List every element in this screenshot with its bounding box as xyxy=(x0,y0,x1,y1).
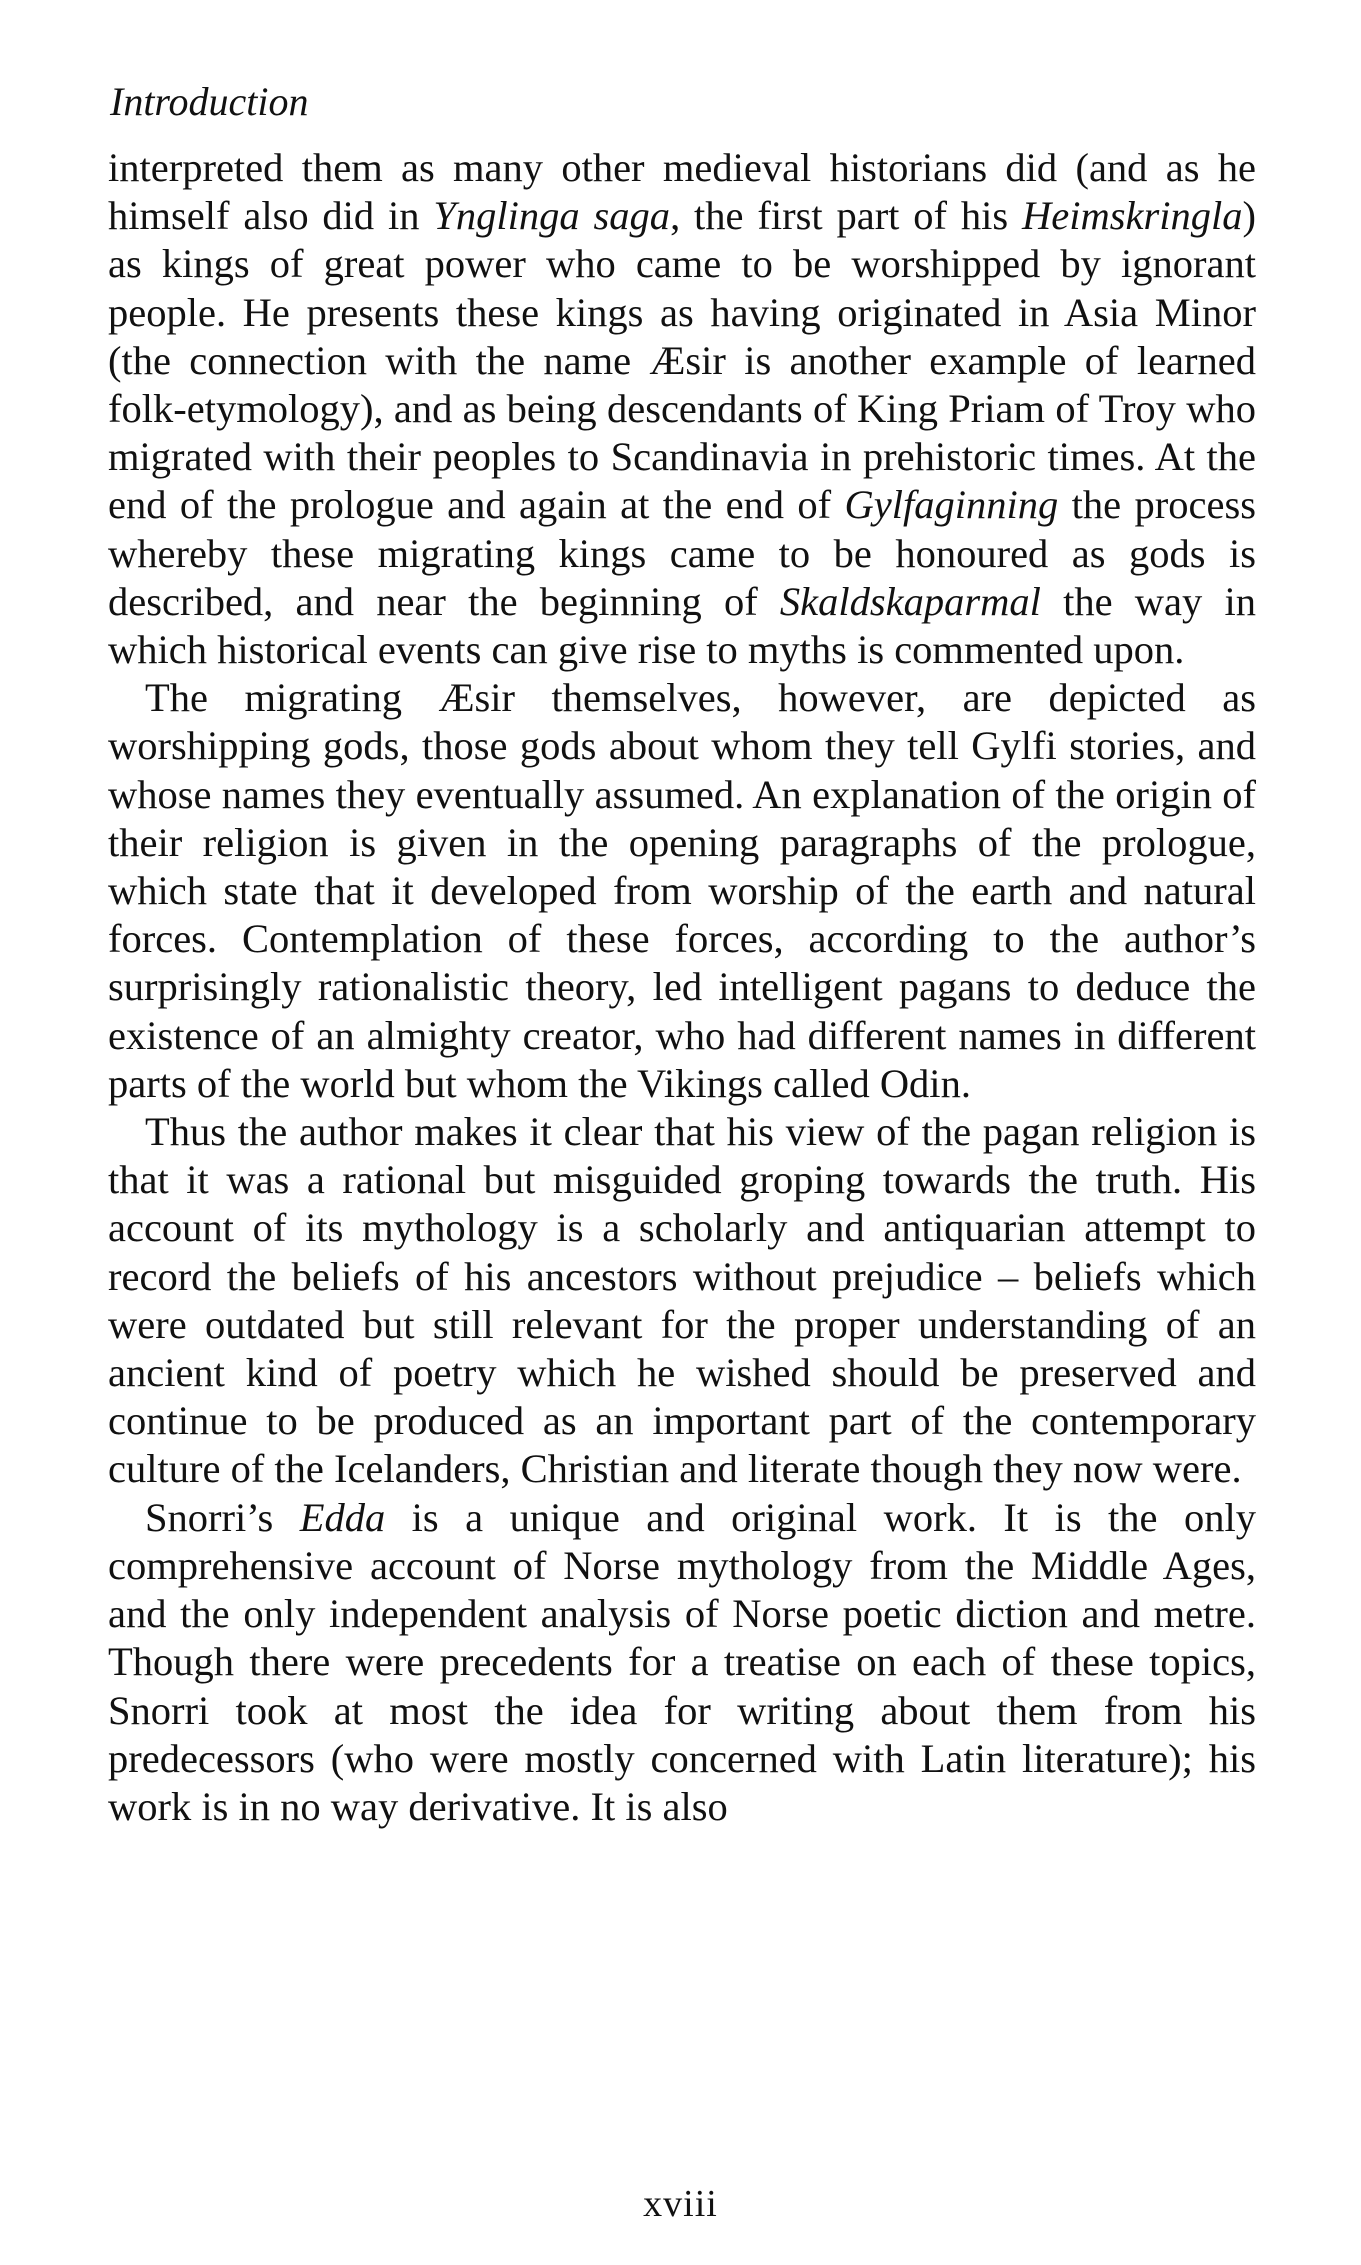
page-number: xviii xyxy=(643,2183,718,2225)
book-page xyxy=(108,78,1256,1831)
italic-title-text: Gylfaginning xyxy=(844,482,1059,528)
paragraph-text: interpreted them as many other medieval historians did (and as he himself also did in xyxy=(108,145,1256,239)
paragraph-text: , the first part of his xyxy=(670,193,1023,239)
body-text xyxy=(108,144,1256,1831)
italic-title-text: Heimskringla xyxy=(1022,193,1243,239)
running-head: Introduction xyxy=(110,79,309,124)
paragraph-text: the process whereby these migrating kings came to be honoured as gods is described, and near the beginning of xyxy=(108,482,1256,624)
paragraph xyxy=(108,674,1256,1108)
paragraph xyxy=(108,1494,1256,1831)
paragraph-text: The migrating Æsir themselves, however, are depicted as worshipping gods, those gods about whom they tell Gylfi stories, and whose names they eventually assumed. An explanation of the origin of their religion is given in the opening paragraphs of the prologue, which state that it developed from worship of the earth and natural forces. Contemplation of these forces, according to the author’s surprisingly rationalistic theory, led intelligent pagans to deduce the existence of an almighty creator, who had different names in different parts of the world but whom the Vikings called Odin. xyxy=(108,675,1256,1106)
paragraph-text: is a unique and original work. It is the only comprehensive account of Norse mythology from the Middle Ages, and the only independent analysis of Norse poetic diction and metre. Though there were precedents for a treatise on each of these topics, Snorri took at most the idea for writing about them from his predecessors (who were mostly concerned with Latin literature); his work is in no way derivative. It is also xyxy=(108,1494,1256,1829)
paragraph xyxy=(108,144,1256,674)
italic-title-text: Edda xyxy=(299,1494,386,1540)
paragraph-text: Thus the author makes it clear that his view of the pagan religion is that it was a rational but misguided groping towards the truth. His account of its mythology is a scholarly and antiquarian attempt to record the beliefs of his ancestors without prejudice – beliefs which were outdated but still relevant for the proper understanding of an ancient kind of poetry which he wished should be preserved and continue to be produced as an important part of the contemporary culture of the Icelanders, Christian and literate though they now were. xyxy=(108,1109,1256,1492)
paragraph-text: the way in which historical events can give rise to myths is commented upon. xyxy=(108,578,1256,673)
paragraph-text: ) as kings of great power who came to be worshipped by ignorant people. He presents these kings as having originated in Asia Minor (the connection with the name Æsir is another example of learned folk-etymology), and as being descendants of King Priam of Troy who migrated with their peoples to Scandinavia in prehistoric times. At the end of the prologue and again at the end of xyxy=(108,193,1256,528)
paragraph xyxy=(108,1108,1256,1494)
italic-title-text: Ynglinga saga xyxy=(433,193,671,239)
paragraph-text: Snorri’s xyxy=(145,1494,300,1540)
italic-title-text: Skaldskaparmal xyxy=(779,578,1041,624)
